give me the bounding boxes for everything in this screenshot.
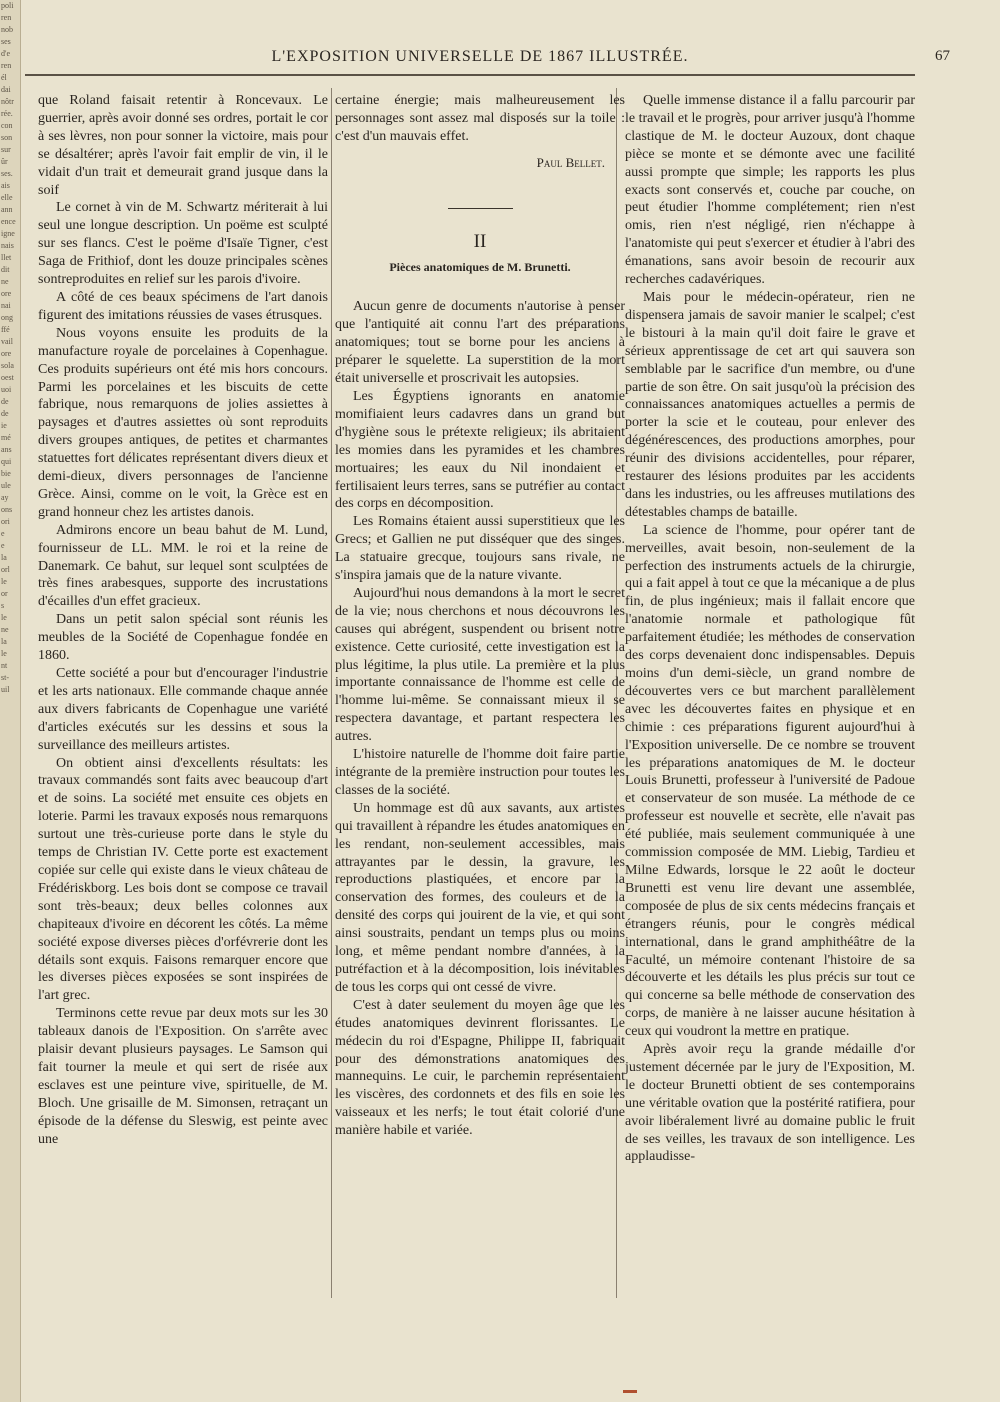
previous-page-fragment: ne xyxy=(1,625,9,634)
previous-page-fragment: le xyxy=(1,577,7,586)
previous-page-fragment: uil xyxy=(1,685,10,694)
previous-page-fragment: vail xyxy=(1,337,13,346)
previous-page-fragment: él xyxy=(1,73,7,82)
previous-page-fragment: ie xyxy=(1,421,7,430)
previous-page-fragment: llet xyxy=(1,253,12,262)
previous-page-fragment: nt xyxy=(1,661,8,670)
previous-page-fragment: ses xyxy=(1,37,11,46)
paragraph: Quelle immense distance il a fallu parcourir par le travail et le progrès, pour arriver jusqu'à l'homme clastique de M. le docteur Auzoux, dont chaque pièce se monte et se démonte avec une facilité aussi prompte que simple; les rapports les plus exacts sont conservés et, couche par couche, on peut étudier l'homme complétement; rien n'est omis, rien n'est négligé, rien n'échappe à l'anatomiste qui peut s'exercer et étudier à l'abri des émanations, sans avoir besoin de recourir aux recherches cadavériques. xyxy=(625,93,916,288)
paragraph: Aucun genre de documents n'autorise à penser que l'antiquité ait connu l'art des préparations anatomiques; tout se borne pour les anciens à préparer le squelette. La superstition de la mort était universelle et proscrivait les autopsies. xyxy=(335,299,625,387)
previous-page-fragment: uoi xyxy=(1,385,12,394)
paragraph: Terminons cette revue par deux mots sur les 30 tableaux danois de l'Exposition. On s'arrête avec plaisir devant plusieurs paysages. Le Samson qui fait tourner la meule et qui sert de risée aux esclaves est une peinture vive, spirituelle, de M. Bloch. Une grisaille de M. Simonsen, retraçant un épisode de la défense du Sleswig, est peinte avec une xyxy=(38,1006,328,1147)
previous-page-fragment: la xyxy=(1,637,7,646)
column-separator xyxy=(331,88,332,1298)
previous-page-fragment: ais xyxy=(1,181,10,190)
previous-page-fragment: ons xyxy=(1,505,13,514)
previous-page-fragment: poli xyxy=(1,1,14,10)
paragraph: C'est à dater seulement du moyen âge que les études anatomiques devinrent florissantes. Le médecin du roi d'Espagne, Philippe II, fabriquait pour des démonstrations anatomiques des mannequins. Le cuir, le parchemin représentaient les viscères, des cordonnets et des fils en soie les vaisseaux et les nerfs; le tout était colorié d'une manière habile et variée. xyxy=(335,997,625,1139)
previous-page-fragment: sur xyxy=(1,145,11,154)
previous-page-fragment: le xyxy=(1,649,7,658)
paragraph: Aujourd'hui nous demandons à la mort le secret de la vie; nous cherchons et nous découvrons les causes qui abrégent, suspendent ou brisent notre existence. Cette curiosité, cette investigation est la plus légitime, la plus utile. La première et la plus importante connaissance de l'homme est celle de l'homme lui-même. Se connaissant mieux il se respectera davantage, et partant respectera les autres. xyxy=(335,585,625,745)
previous-page-fragment: or xyxy=(1,589,8,598)
previous-page-fragment: igne xyxy=(1,229,15,238)
previous-page-fragment: ore xyxy=(1,349,12,358)
paragraph: Le cornet à vin de M. Schwartz mériterait à lui seul une longue description. Un poëme est sculpté sur ses flancs. C'est le poëme d'Isaïe Tigner, c'est Saga de Frithiof, dont les douze principales scènes sontreproduites en relief sur les parois d'ivoire. xyxy=(38,200,328,288)
previous-page-fragment: ay xyxy=(1,493,9,502)
column-1 xyxy=(38,92,328,1148)
previous-page-fragment: nais xyxy=(1,241,14,250)
previous-page-fragment: d'e xyxy=(1,49,10,58)
paragraph: Mais pour le médecin-opérateur, rien ne dispensera jamais de savoir manier le scalpel; c'est le bistouri à la main qu'il doit faire le grave et sérieux apprentissage de cet art qui sauvera son semblable par le sacrifice d'un membre, ou d'une partie de son être. On sait jusqu'où la précision des connaissances anatomiques actuelles a permis de porter la scie et le couteau, pour enlever des dégénérescences, des productions amorphes, pour réunir des divisions accidentelles, pour réparer, restaurer des lésions produites par les accidents dans les industries, ou les affreuses mutilations des détestables champs de bataille. xyxy=(625,289,915,520)
previous-page-fragment: rée. xyxy=(1,109,13,118)
previous-page-fragment: nai xyxy=(1,301,11,310)
previous-page-fragment: ore xyxy=(1,289,12,298)
paragraph: A côté de ces beaux spécimens de l'art danois figurent des imitations réussies de vases étrusques. xyxy=(38,289,328,323)
paragraph: Dans un petit salon spécial sont réunis les meubles de la Société de Copenhague fondée en 1860. xyxy=(38,612,328,664)
previous-page-fragment: dai xyxy=(1,85,11,94)
previous-page-fragment: dit xyxy=(1,265,10,274)
previous-page-fragment: nôtr xyxy=(1,97,14,106)
page-header xyxy=(40,48,970,70)
paragraph: On obtient ainsi d'excellents résultats: les travaux commandés sont faits avec beaucoup d'art et de soins. La société met ensuite ces objets en loterie. Parmi les travaux exposés nous remarquons surtout une très-curieuse porte dans le style du temps de Christian IV. Cette porte est exactement copiée sur celle qui existe dans le vieux château de Frédériskborg. Les bois dont se compose ce travail sont très-beaux; deux belles colonnes aux chapiteaux d'ivoire en décorent les côtés. La même société expose diverses pièces d'orfévrerie dont les détails sont exquis. Faisons remarquer encore que les diverses pièces exposées se sont inspirées de l'art grec. xyxy=(38,755,328,1004)
header-rule xyxy=(25,74,915,76)
paragraph: Un hommage est dû aux savants, aux artistes qui travaillent à répandre les études anatomiques en les rendant, non-seulement accessibles, mais attrayantes par le dessin, la gravure, les reproductions plastiquées, et encore par la conservation des formes, des couleurs et de la densité des corps qui jouirent de la vie, et qui sont ainsi soustraits, pendant un temps plus ou moins long, et même pendant nombre d'années, à la putréfaction et à la décomposition, lois inévitables de tous les corps qui ont cessé de vivre. xyxy=(335,800,625,995)
previous-page-fragment: st- xyxy=(1,673,9,682)
previous-page-edge xyxy=(0,0,21,1402)
previous-page-fragment: oest xyxy=(1,373,14,382)
previous-page-fragment: ffé xyxy=(1,325,10,334)
previous-page-fragment: son xyxy=(1,133,13,142)
previous-page-fragment: ne xyxy=(1,277,9,286)
paragraph: La science de l'homme, pour opérer tant de merveilles, avait besoin, non-seulement de la perfection des instruments actuels de la chirurgie, qui a fait appel à tout ce que la mécanique a de plus fin, de plus ingénieux; mais il fallait encore que l'anatomie normale et pathologique fût parfaitement étudiée; les méthodes de conservation des corps devenaient donc indispensables. Depuis moins d'un demi-siècle, un grand nombre de découvertes vers ce but marchent parallèlement avec les découvertes faites en physique et en chimie : ces préparations figurent aujourd'hui à l'Exposition universelle. De ce nombre se trouvent les préparations anatomiques de M. le docteur Louis Brunetti, professeur à l'université de Padoue et conservateur de son musée. La méthode de ce professeur est nouvelle et secrète, elle n'avait pas été publiée, mais seulement communiquée à une commission composée de MM. Liebig, Tardieu et Milne Edwards, lorsque le 22 août le docteur Brunetti est venu lire devant une assemblée, composée de plus de six cents médecins français et étrangers réunis, pour le congrès médical international, dans le grand amphithéâtre de la Faculté, un mémoire contenant l'histoire de sa découverte et les détails les plus précis sur tout ce qui concerne sa belle méthode de conservation des corps, de manière à ne laisser aucune hésitation à ceux qui voudront la mettre en pratique. xyxy=(625,522,915,1040)
previous-page-fragment: ong xyxy=(1,313,13,322)
previous-page-fragment: ren xyxy=(1,61,12,70)
paragraph: Après avoir reçu la grande médaille d'or justement décernée par le jury de l'Exposition, M. le docteur Brunetti obtient de ses contemporains une véritable ovation que la postérité ratifiera, pour avoir libéralement livré au domaine public le fruit de ses veilles, les travaux de son intelligence. Les applaudisse- xyxy=(625,1042,915,1165)
section-rule xyxy=(448,208,513,209)
section-title: Pièces anatomiques de M. Brunetti. xyxy=(389,259,571,274)
previous-page-fragment: bie xyxy=(1,469,11,478)
previous-page-fragment: orl xyxy=(1,565,10,574)
running-title: L'EXPOSITION UNIVERSELLE DE 1867 ILLUSTRÉE. xyxy=(271,48,689,65)
previous-page-fragment: la xyxy=(1,553,7,562)
page-number: 67 xyxy=(935,48,950,64)
previous-page-fragment: sola xyxy=(1,361,14,370)
previous-page-fragment: de xyxy=(1,397,9,406)
previous-page-fragment: ence xyxy=(1,217,16,226)
previous-page-fragment: ann xyxy=(1,205,13,214)
paragraph: que Roland faisait retentir à Roncevaux. Le guerrier, après avoir donné ses ordres, portait le cor à ses lèvres, non pour sonner la victoire, mais pour se désaltérer; après l'avoir fait emplir de vin, il le vidait d'un trait et demeurait grand jusque dans la soif xyxy=(38,93,328,198)
paragraph: L'histoire naturelle de l'homme doit faire partie intégrante de la première instruction pour toutes les classes de la société. xyxy=(335,747,625,798)
previous-page-fragment: ren xyxy=(1,13,12,22)
column-3 xyxy=(625,92,915,1166)
previous-page-fragment: qui xyxy=(1,457,12,466)
previous-page-fragment: ûr xyxy=(1,157,8,166)
previous-page-fragment: de xyxy=(1,409,9,418)
paragraph: Nous voyons ensuite les produits de la manufacture royale de porcelaines à Copenhague. Ces produits supérieurs ont été mis hors concours. Parmi les porcelaines et les biscuits de cette fabrique, nous remarquons de jolies assiettes à paysages et d'autres assiettes où sont reproduits divers groupes antiques, de petites et charmantes statuettes fort délicates représentant divers dieux et demi-dieux, divers personnages de l'ancienne Grèce. Ainsi, comme on le voit, la Grèce est en grand honneur chez les artistes danois. xyxy=(38,325,328,520)
ink-mark xyxy=(623,1390,637,1393)
previous-page-fragment: e xyxy=(1,541,5,550)
paragraph: Les Romains étaient aussi superstitieux que les Grecs; et Gallien ne put disséquer que des singes. La statuaire grecque, toujours sans rivale, ne s'inspira jamais que de la nature vivante. xyxy=(335,514,625,584)
paragraph: certaine énergie; mais malheureusement les personnages sont assez mal disposés sur la toile : c'est d'un mauvais effet. xyxy=(335,93,625,144)
previous-page-fragment: s xyxy=(1,601,5,610)
previous-page-fragment: e xyxy=(1,529,5,538)
previous-page-fragment: con xyxy=(1,121,13,130)
previous-page-fragment: le xyxy=(1,613,7,622)
previous-page-fragment: ori xyxy=(1,517,10,526)
previous-page-fragment: ses. xyxy=(1,169,13,178)
previous-page-fragment: ans xyxy=(1,445,12,454)
author-signature: Paul Bellet. xyxy=(536,154,605,170)
previous-page-fragment: elle xyxy=(1,193,13,202)
previous-page-fragment: nob xyxy=(1,25,13,34)
paragraph: Les Égyptiens ignorants en anatomie momifiaient leurs cadavres dans un grand but d'hygiène sous le prétexte religieux; ils abritaient les momies dans les pyramides et les chambres mortuaires; les eaux du Nil inondaient et fertilisaient leurs terres, sans se putréfier au contact des corps en décomposition. xyxy=(335,388,625,512)
paragraph: Cette société a pour but d'encourager l'industrie et les arts nationaux. Elle commande chaque année aux divers fabricants de Copenhague une variété d'articles exécutés sur les dessins et sous la surveillance des meilleurs artistes. xyxy=(38,666,328,753)
section-number: II xyxy=(473,230,487,252)
paragraph: Admirons encore un beau bahut de M. Lund, fournisseur de LL. MM. le roi et la reine de Danemark. Ce bahut, sur lequel sont sculptées de très fines arabesques, supporte des incrustations d'écailles d'un effet gracieux. xyxy=(38,522,328,610)
previous-page-fragment: ule xyxy=(1,481,11,490)
previous-page-fragment: mé xyxy=(1,433,11,442)
column-2 xyxy=(335,92,625,1140)
